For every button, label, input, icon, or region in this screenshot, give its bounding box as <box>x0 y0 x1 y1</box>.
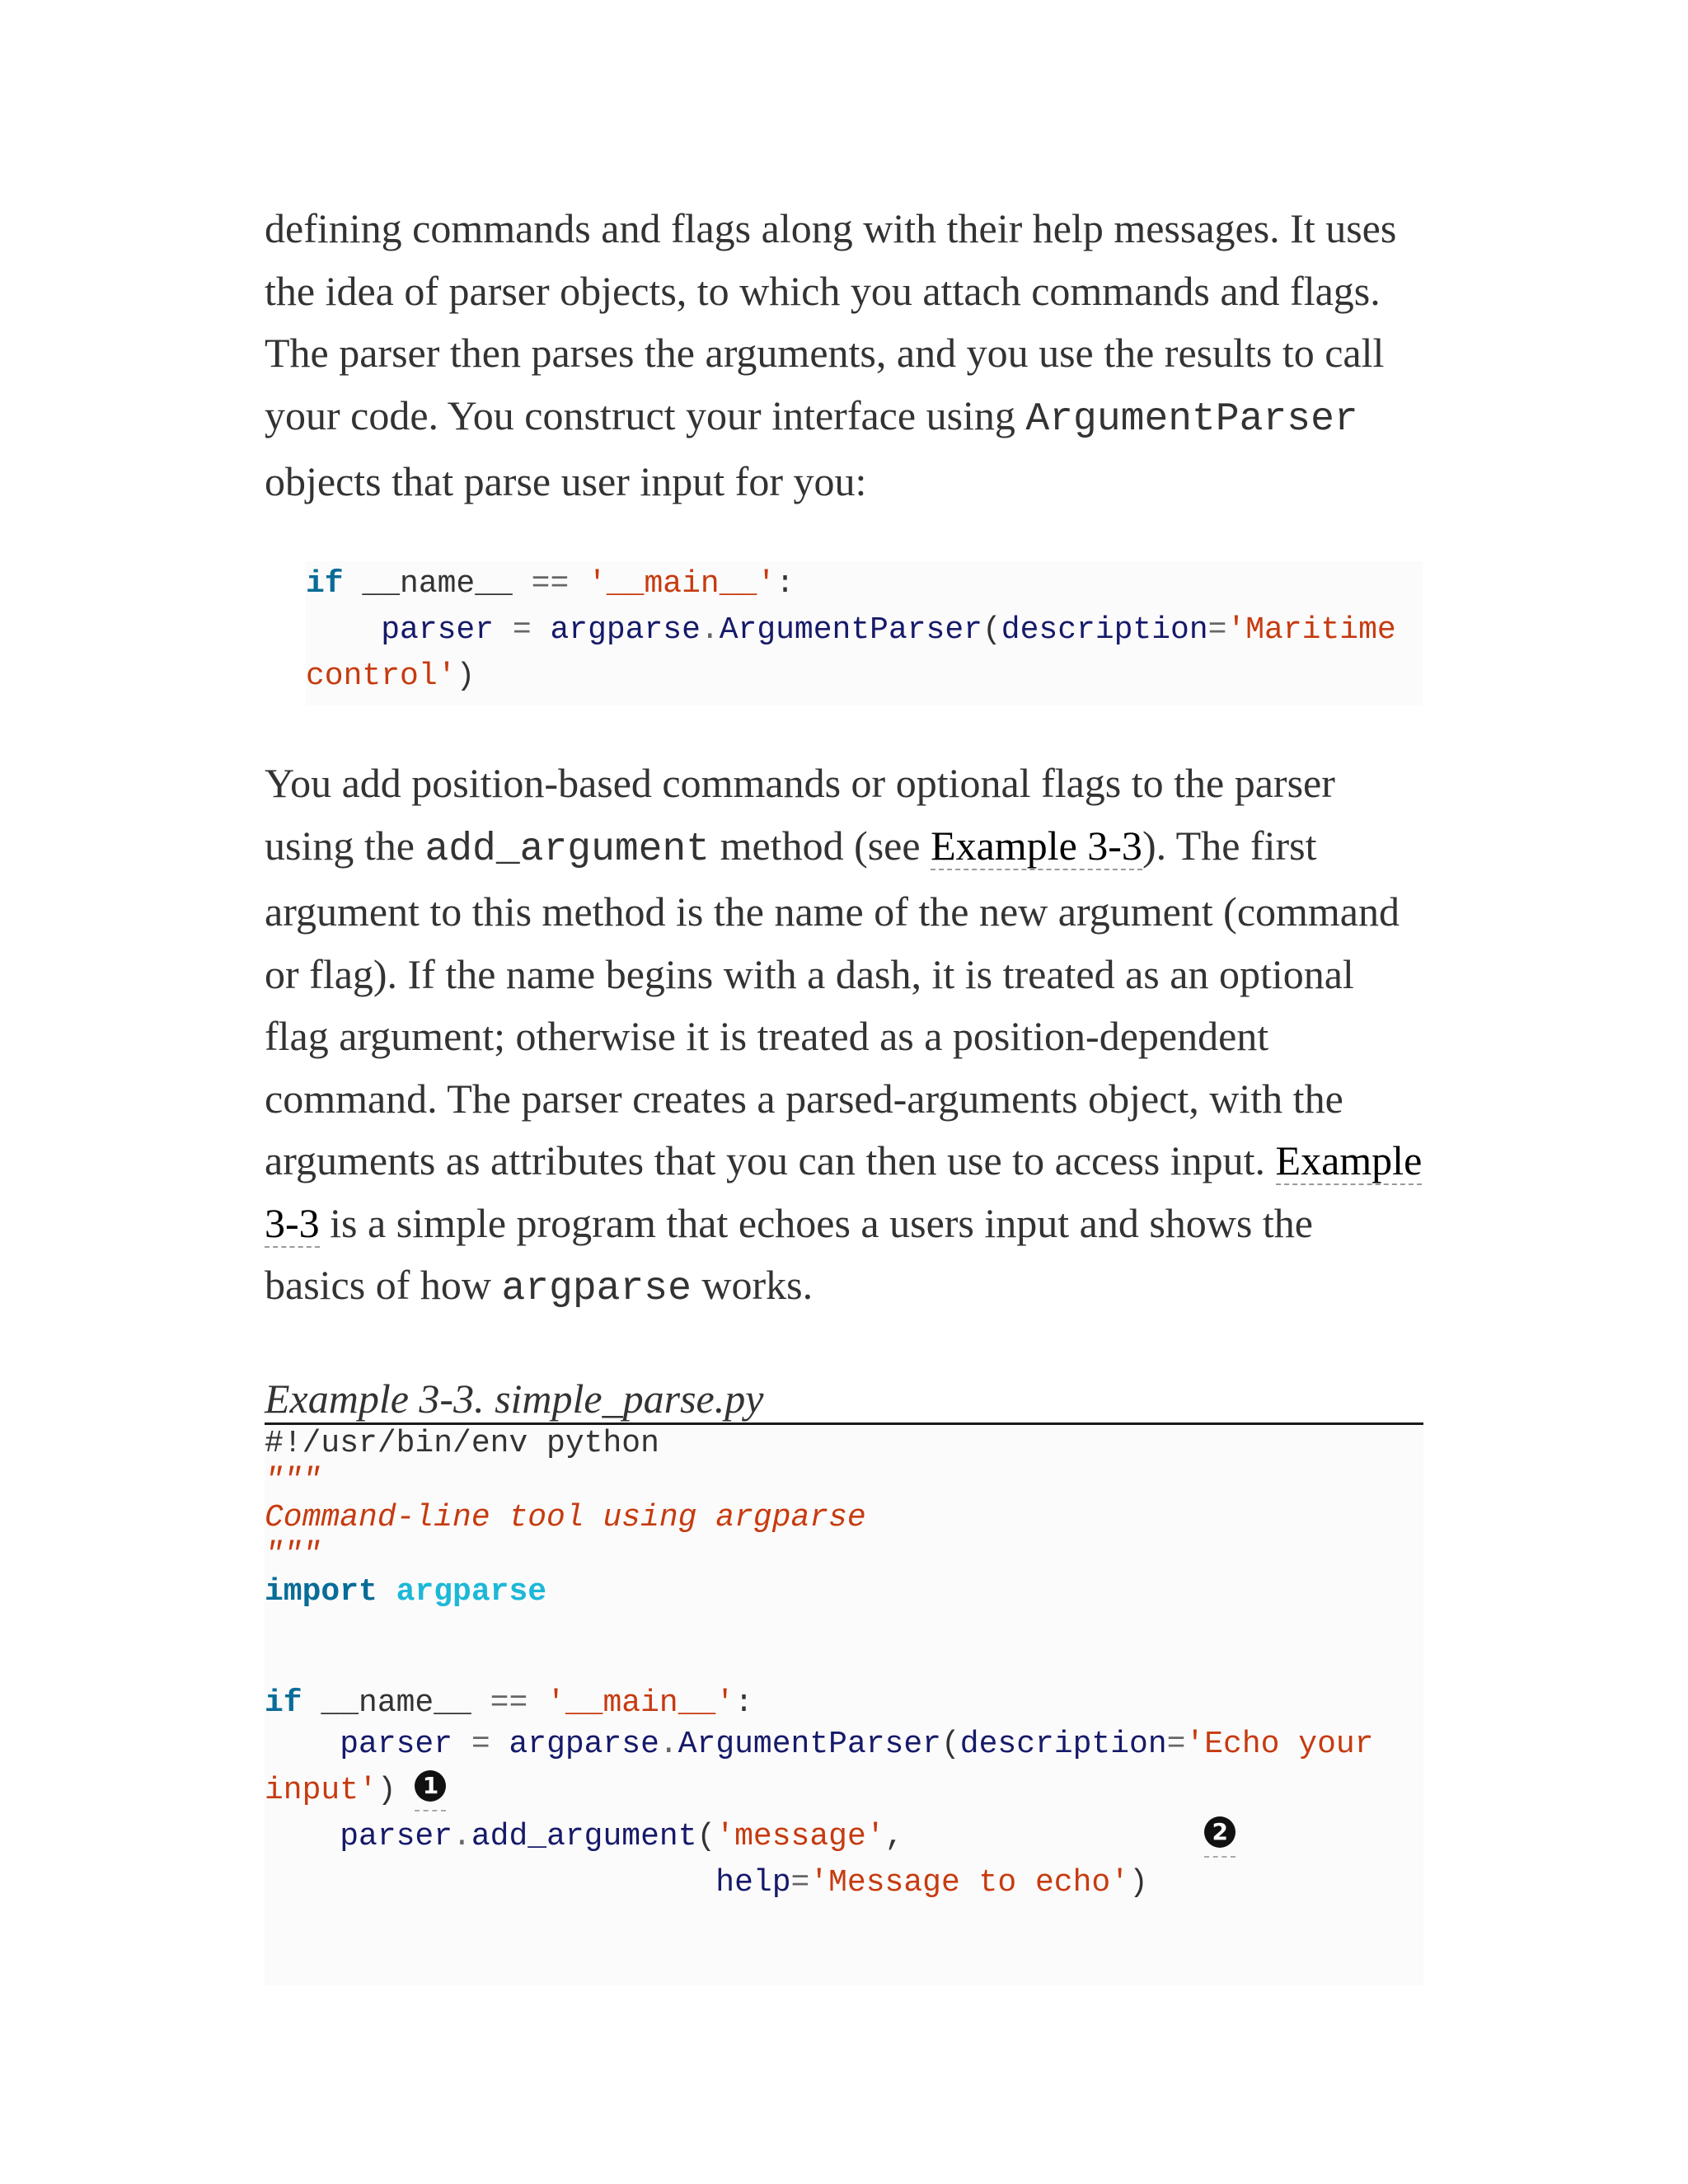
code-operator-kw: = <box>1207 612 1227 648</box>
code-operator-eq: == <box>531 566 570 602</box>
code-keyword-if-2: if <box>265 1685 302 1721</box>
code-paren-open-2: ( <box>940 1727 960 1762</box>
callout-1-icon[interactable]: 1 <box>415 1770 446 1802</box>
callout-2-icon[interactable]: 2 <box>1204 1816 1236 1848</box>
code-class-argumentparser-2: ArgumentParser <box>678 1727 941 1762</box>
code-paren-open-3: ( <box>696 1819 716 1854</box>
code-class-argumentparser: ArgumentParser <box>719 612 982 648</box>
code-colon-2: : <box>734 1685 753 1721</box>
link-example-3-3-second[interactable]: Example 3-3 <box>265 1137 1423 1246</box>
code-string-main: '__main__' <box>569 566 776 602</box>
code-docstring-close: """ <box>265 1537 321 1572</box>
inline-code-add-argument: add_argument <box>424 827 710 872</box>
para2-text-4: is a simple program that echoes a users input and shows the basics of how <box>265 1199 1313 1308</box>
code-colon: : <box>776 566 795 602</box>
code-keyword-import: import <box>265 1574 377 1610</box>
link-example-3-3[interactable]: Example 3-3 <box>931 822 1142 869</box>
inline-code-argumentparser: ArgumentParser <box>1025 396 1358 442</box>
para2-text-1: You add position-based commands or optional flags to the parser using the <box>265 760 1335 869</box>
code-dot-3: . <box>452 1819 471 1854</box>
paragraph-add-argument <box>265 752 1423 1321</box>
code-paren-close-2: ) <box>377 1773 396 1808</box>
code-paren-close: ) <box>456 658 476 694</box>
code-kwarg-description-2: description <box>959 1727 1167 1762</box>
code-module-name: argparse <box>396 1574 547 1610</box>
code-operator-assign: = <box>494 612 551 648</box>
code-string-main-2: '__main__' <box>528 1685 735 1721</box>
code-operator-kw-2: = <box>1166 1727 1186 1762</box>
code-string-echo-input: 'Echo your input' <box>265 1727 1393 1808</box>
para2-text-5: works. <box>691 1262 814 1308</box>
code-operator-assign-2: = <box>452 1727 509 1762</box>
code-module-argparse-2: argparse <box>509 1727 659 1762</box>
code-kwarg-description: description <box>1001 612 1208 648</box>
code-docstring-text: Command-line tool using argparse <box>265 1500 866 1535</box>
code-paren-open: ( <box>982 612 1001 648</box>
code-operator-eq-2: == <box>490 1685 528 1721</box>
code-comma: , <box>884 1819 904 1854</box>
code-paren-close-3: ) <box>1129 1865 1148 1900</box>
code-string-message: 'message' <box>715 1819 885 1854</box>
code-string-description: 'Maritime control' <box>306 612 1415 694</box>
intro-text-2: objects that parse user input for you: <box>265 458 867 504</box>
code-dot: . <box>700 612 720 648</box>
example-title: Example 3-3. simple_parse.py <box>265 1370 1423 1425</box>
code-name-dunder: __name__ <box>343 566 532 602</box>
code-operator-kw-3: = <box>790 1865 810 1900</box>
para2-text-2: method (see <box>710 822 931 869</box>
code-indent <box>306 612 381 648</box>
code-module-argparse: argparse <box>550 612 701 648</box>
code-var-parser-3: parser <box>340 1819 453 1854</box>
code-docstring-open: """ <box>265 1463 321 1498</box>
code-block-simple-parse <box>265 1425 1423 1985</box>
code-dot-2: . <box>659 1727 678 1762</box>
intro-text-1: defining commands and flags along with their help messages. It uses the idea of parser objects, to which you attach commands and flags. The parser then parses the arguments, and you use the results to call your code. You construct your interface using <box>265 205 1397 438</box>
code-kwarg-help: help <box>715 1865 791 1900</box>
para2-text-3: ). The first argument to this method is the name of the new argument (command or flag). If the name begins with a dash, it is treated as an optional flag argument; otherwise it is treated as a position-dependent command. The parser creates a parsed-arguments object, with the arguments as attributes that you can then use to access input. <box>265 822 1400 1183</box>
code-keyword-if: if <box>306 566 344 602</box>
code-var-parser-2: parser <box>340 1727 453 1762</box>
intro-paragraph <box>265 198 1423 513</box>
code-block-main-guard <box>306 561 1423 705</box>
code-name-dunder-2: __name__ <box>302 1685 490 1721</box>
code-shebang: #!/usr/bin/env python <box>265 1426 659 1461</box>
inline-code-argparse: argparse <box>501 1267 692 1311</box>
code-var-parser: parser <box>381 612 495 648</box>
code-string-help: 'Message to echo' <box>809 1865 1129 1900</box>
code-method-add-argument: add_argument <box>471 1819 697 1854</box>
